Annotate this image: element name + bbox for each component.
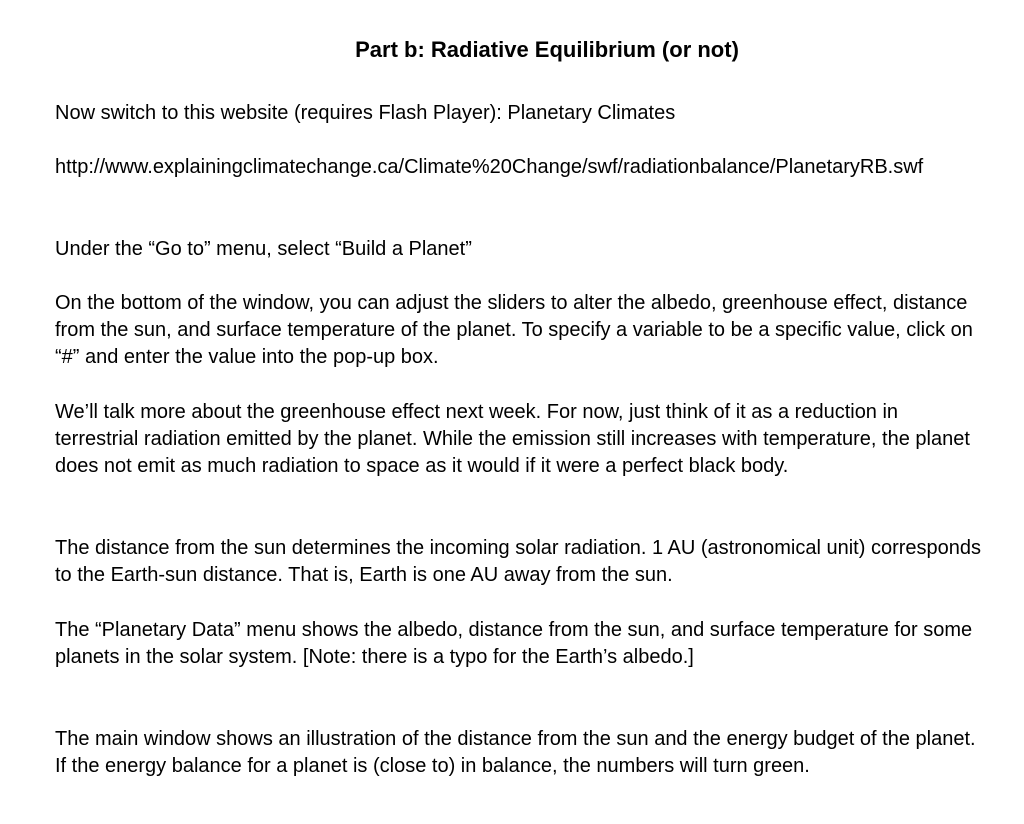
paragraph-greenhouse: We’ll talk more about the greenhouse effect next week. For now, just think of it as a reduction in terrestrial radiation emitted by the planet. While the emission still increases with temperature, the planet does not emit as much radiation to space as it would if it were a perfect black body. [55, 401, 970, 477]
paragraph-url: http://www.explainingclimatechange.ca/Climate%20Change/swf/radiationbalance/PlanetaryRB.swf [55, 156, 924, 178]
paragraph-sliders: On the bottom of the window, you can adjust the sliders to alter the albedo, greenhouse effect, distance from the sun, and surface temperature of the planet. To specify a variable to be a specific value, click on “#” and enter the value into the pop-up box. [55, 292, 973, 368]
paragraph-go-to-menu: Under the “Go to” menu, select “Build a Planet” [55, 238, 472, 260]
section-title: Part b: Radiative Equilibrium (or not) [355, 37, 739, 62]
paragraph-website-intro: Now switch to this website (requires Flash Player): Planetary Climates [55, 102, 676, 124]
paragraph-distance: The distance from the sun determines the incoming solar radiation. 1 AU (astronomical unit) corresponds to the Earth-sun distance. That is, Earth is one AU away from the sun. [55, 537, 982, 586]
paragraph-main-window: The main window shows an illustration of the distance from the sun and the energy budget of the planet. If the energy balance for a planet is (close to) in balance, the numbers will turn green. [55, 728, 976, 777]
paragraph-planetary-data: The “Planetary Data” menu shows the albedo, distance from the sun, and surface temperature for some planets in the solar system. [Note: there is a typo for the Earth’s albedo.] [55, 619, 973, 668]
